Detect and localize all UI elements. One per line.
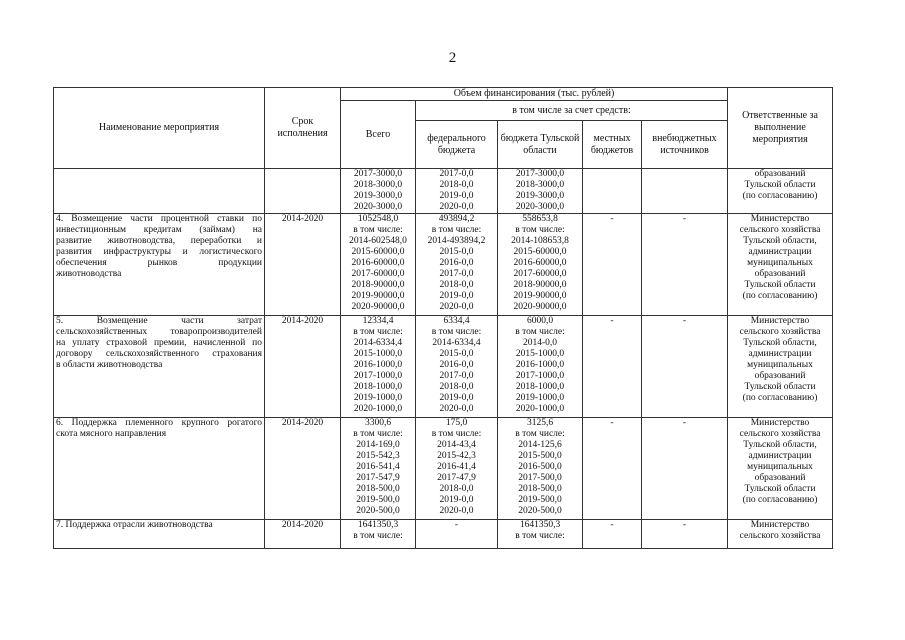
cell-line: Тульской области, [743,236,817,246]
cell-line: 2019-0,0 [439,191,474,201]
cell-line: Тульской области [744,382,816,392]
cell-name [54,214,265,316]
cell-extra: - [642,316,728,418]
cell-line: 558653,8 [522,214,558,224]
cell-line: 6. Поддержка племенного крупного рогатого [56,418,262,428]
cell-line: сельского хозяйства [739,225,821,235]
cell-name [54,169,265,214]
cell-line: 2015-0,0 [439,349,474,359]
cell-line: 2019-3000,0 [515,191,565,201]
cell-line: 2020-3000,0 [515,202,565,212]
cell-line: 2014-6334,4 [432,338,481,348]
cell-line: Министерство [750,316,810,326]
cell-line: 2015-1000,0 [515,349,565,359]
cell-line: 2014-602548,0 [349,236,407,246]
header-extra: внебюджетных источников [642,121,728,169]
cell-line: образований [754,371,806,381]
cell-line: 2020-1000,0 [353,404,403,414]
cell-term: 2014-2020 [265,418,341,520]
cell-line: на уплату страховой премии, начисленной по [56,338,262,348]
cell-line: образований [754,269,806,279]
cell-line: 2015-60000,0 [513,247,567,257]
header-federal: федерального бюджета [416,121,498,169]
cell-line: 2016-41,4 [437,462,476,472]
cell-line: 2019-90000,0 [513,291,567,301]
page-number: 2 [448,50,457,66]
cell-line: 2017-60000,0 [351,269,405,279]
cell-line: - [454,520,459,530]
cell-line: развитие животноводства, переработки и [56,236,262,246]
cell-line: 2020-500,0 [356,506,400,516]
cell-line: инвестиционным кредитам (займам) на [56,225,262,235]
cell-line: 2015-1000,0 [353,349,403,359]
cell-line: 2014-125,6 [518,440,562,450]
cell-responsible [728,214,833,316]
cell-line: 1641350,3 [357,520,399,530]
cell-line: 2018-0,0 [439,484,474,494]
cell-line: 2016-60000,0 [351,258,405,268]
cell-line: сельскохозяйственных товаропроизводителей [56,327,262,337]
cell-line: 2018-90000,0 [513,280,567,290]
cell-line: 2020-0,0 [439,302,474,312]
cell-line: Министерство [750,418,810,428]
cell-line: в том числе: [353,327,403,337]
cell-line: 6000,0 [526,316,554,326]
cell-federal [416,169,498,214]
cell-line: муниципальных [747,258,813,268]
header-local: местных бюджетов [583,121,642,169]
cell-line: 2016-500,0 [518,462,562,472]
cell-line: 2014-43,4 [437,440,476,450]
cell-line: сельского хозяйства [739,327,821,337]
cell-line: 2019-0,0 [439,495,474,505]
cell-line: Министерство [750,214,810,224]
cell-responsible [728,169,833,214]
cell-total [341,520,416,549]
cell-line: 2016-541,4 [356,462,400,472]
cell-regional [498,316,583,418]
cell-line: 2017-0,0 [439,269,474,279]
cell-line: 2017-500,0 [518,473,562,483]
cell-line: в том числе: [515,531,565,541]
cell-name [54,520,265,549]
cell-line: 7. Поддержка отрасли животноводства [56,520,213,530]
cell-federal [416,316,498,418]
cell-line: администрации [748,349,812,359]
cell-line: 2015-500,0 [518,451,562,461]
cell-line: сельского хозяйства [739,429,821,439]
cell-line: 2014-6334,4 [353,338,403,348]
table-body [54,169,833,549]
cell-line: муниципальных [747,462,813,472]
cell-federal [416,520,498,549]
cell-responsible [728,520,833,549]
cell-line: 2016-1000,0 [515,360,565,370]
table-row [54,316,833,418]
header-responsible: Ответственные за выполнение мероприятия [728,88,833,169]
cell-line: 2016-0,0 [439,360,474,370]
cell-line: 2018-3000,0 [353,180,403,190]
cell-line: 6334,4 [443,316,470,326]
cell-line: 2019-90000,0 [351,291,405,301]
cell-line: в том числе: [431,429,482,439]
header-term: Срок исполнения [265,88,341,169]
cell-line: Министерство [750,520,810,530]
cell-line: развития инфраструктуры и логистического [56,247,262,257]
cell-line: образований [754,473,806,483]
cell-federal [416,418,498,520]
cell-line: 2019-1000,0 [515,393,565,403]
cell-total [341,214,416,316]
cell-line: скота мясного направления [56,429,167,439]
cell-line: в том числе: [515,327,565,337]
cell-line: 175,0 [445,418,468,428]
cell-responsible [728,418,833,520]
cell-local: - [583,214,642,316]
cell-line: 2018-1000,0 [515,382,565,392]
cell-line: Тульской области [744,280,816,290]
cell-line: образований [754,169,806,179]
cell-line: 2015-542,3 [356,451,400,461]
cell-regional [498,520,583,549]
cell-regional [498,214,583,316]
cell-line: 2015-42,3 [437,451,476,461]
cell-name [54,316,265,418]
cell-line: 5. Возмещение части затрат [56,316,262,326]
cell-line: 2017-47,9 [437,473,476,483]
cell-line: 493894,2 [438,214,475,224]
cell-line: 2016-60000,0 [513,258,567,268]
cell-line: 2018-90000,0 [351,280,405,290]
cell-regional [498,418,583,520]
cell-line: обеспечения рынков продукции [56,258,262,268]
cell-extra: - [642,214,728,316]
cell-local: - [583,520,642,549]
cell-term: 2014-2020 [265,214,341,316]
cell-line: 2018-0,0 [439,280,474,290]
cell-line: 2019-1000,0 [353,393,403,403]
cell-total [341,418,416,520]
cell-line: в том числе: [353,429,403,439]
cell-extra: - [642,418,728,520]
cell-local [583,169,642,214]
cell-line: 2018-500,0 [518,484,562,494]
cell-line: 2019-0,0 [439,291,474,301]
cell-extra: - [642,520,728,549]
cell-total [341,169,416,214]
cell-line: муниципальных [747,360,813,370]
cell-line: 1052548,0 [357,214,399,224]
cell-regional [498,169,583,214]
cell-responsible [728,316,833,418]
cell-line: 2017-60000,0 [513,269,567,279]
cell-line: администрации [748,247,812,257]
cell-term: 2014-2020 [265,520,341,549]
cell-line: 3300,6 [364,418,392,428]
cell-line: в том числе: [515,225,565,235]
cell-line: 2014-108653,8 [511,236,569,246]
cell-total [341,316,416,418]
funding-table [53,87,833,549]
cell-extra [642,169,728,214]
cell-line: Тульской области [744,180,816,190]
cell-term [265,169,341,214]
cell-line: 2014-169,0 [356,440,400,450]
cell-line: 2020-90000,0 [351,302,405,312]
cell-line: 2015-0,0 [439,247,474,257]
cell-line: 2017-3000,0 [353,169,403,179]
cell-line: (по согласованию) [742,393,818,403]
cell-line: Тульской области [744,484,816,494]
cell-line: в том числе: [431,327,482,337]
cell-line: администрации [748,451,812,461]
cell-line: 2016-1000,0 [353,360,403,370]
cell-line: 4. Возмещение части процентной ставки по [56,214,262,224]
cell-local: - [583,418,642,520]
cell-line: сельского хозяйства [739,531,821,541]
cell-line: 2017-0,0 [439,371,474,381]
cell-line: договору сельскохозяйственного страхования [56,349,262,359]
cell-line: Тульской области, [743,338,817,348]
cell-line: 2017-1000,0 [353,371,403,381]
cell-line: 2019-500,0 [356,495,400,505]
cell-line: 2019-0,0 [439,393,474,403]
cell-line: 2019-3000,0 [353,191,403,201]
cell-line: 2020-500,0 [518,506,562,516]
cell-line: (по согласованию) [742,191,818,201]
cell-line: 2017-3000,0 [515,169,565,179]
cell-federal [416,214,498,316]
header-regional: бюджета Тульской области [498,121,583,169]
header-total: Всего [341,101,416,169]
cell-line: 2019-500,0 [518,495,562,505]
cell-local: - [583,316,642,418]
cell-line: 2020-0,0 [439,202,474,212]
cell-line: 2020-0,0 [439,506,474,516]
cell-line: 2018-3000,0 [515,180,565,190]
cell-line: в том числе: [353,531,403,541]
cell-line: 2015-60000,0 [351,247,405,257]
cell-line: 2020-3000,0 [353,202,403,212]
header-name: Наименование мероприятия [54,88,265,169]
table-row [54,169,833,214]
cell-line: в области животноводства [56,360,163,370]
cell-line: 2018-500,0 [356,484,400,494]
cell-line: 1641350,3 [519,520,561,530]
cell-line: 2018-1000,0 [353,382,403,392]
cell-line: в том числе: [515,429,565,439]
cell-line: Тульской области, [743,440,817,450]
cell-line: 2020-90000,0 [513,302,567,312]
header-funding: Объем финансирования (тыс. рублей) [341,88,728,101]
cell-line: 2017-547,9 [356,473,400,483]
cell-name [54,418,265,520]
cell-line: животноводства [56,269,122,279]
cell-line: 2020-0,0 [439,404,474,414]
cell-line: 2014-493894,2 [427,236,486,246]
table-row [54,214,833,316]
cell-line: 2018-0,0 [439,180,474,190]
header-including: в том числе за счет средств: [416,101,728,121]
cell-line: в том числе: [353,225,403,235]
table-row [54,418,833,520]
cell-line: (по согласованию) [742,495,818,505]
cell-term: 2014-2020 [265,316,341,418]
cell-line: 2017-0,0 [439,169,474,179]
cell-line: 2018-0,0 [439,382,474,392]
cell-line: 2016-0,0 [439,258,474,268]
cell-line: 2017-1000,0 [515,371,565,381]
cell-line: 3125,6 [526,418,554,428]
cell-line: 2014-0,0 [522,338,558,348]
cell-line: (по согласованию) [742,291,818,301]
cell-line: 12334,4 [362,316,394,326]
cell-line: 2020-1000,0 [515,404,565,414]
cell-line: в том числе: [431,225,482,235]
table-row [54,520,833,549]
